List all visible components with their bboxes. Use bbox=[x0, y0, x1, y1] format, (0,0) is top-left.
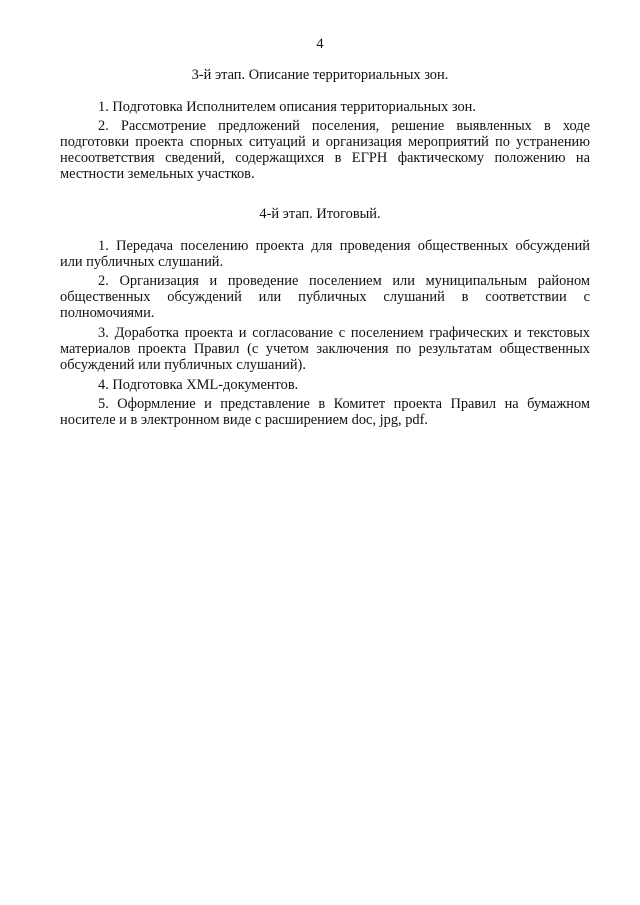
stage4-heading: 4-й этап. Итоговый. bbox=[259, 206, 381, 222]
stage3-item-1: 1. Подготовка Исполнителем описания территориальных зон. bbox=[98, 99, 476, 115]
stage4-item-4: 4. Подготовка XML-документов. bbox=[98, 377, 299, 393]
stage3-item-2: 2. Рассмотрение предложений поселения, решение выявленных в ходе подготовки проекта спорных ситуаций и организация мероприятий по устранению несоответствия сведений, содержащихся в ЕГРН фактическому положению на местности земельных участков. bbox=[60, 118, 590, 182]
stage3-heading: 3-й этап. Описание территориальных зон. bbox=[191, 67, 449, 83]
stage4-item-2: 2. Организация и проведение поселением или муниципальным районом общественных обсуждений или публичных слушаний в соответствии с полномочиями. bbox=[60, 273, 590, 321]
page-number: 4 bbox=[316, 36, 324, 52]
stage4-item-3: 3. Доработка проекта и согласование с поселением графических и текстовых материалов проекта Правил (с учетом заключения по результатам общественных обсуждений или публичных слушаний). bbox=[60, 325, 590, 373]
stage4-item-5: 5. Оформление и представление в Комитет проекта Правил на бумажном носителе и в электронном виде с расширением doc, jpg, pdf. bbox=[60, 396, 590, 428]
stage4-item-1: 1. Передача поселению проекта для проведения общественных обсуждений или публичных слушаний. bbox=[60, 238, 590, 270]
